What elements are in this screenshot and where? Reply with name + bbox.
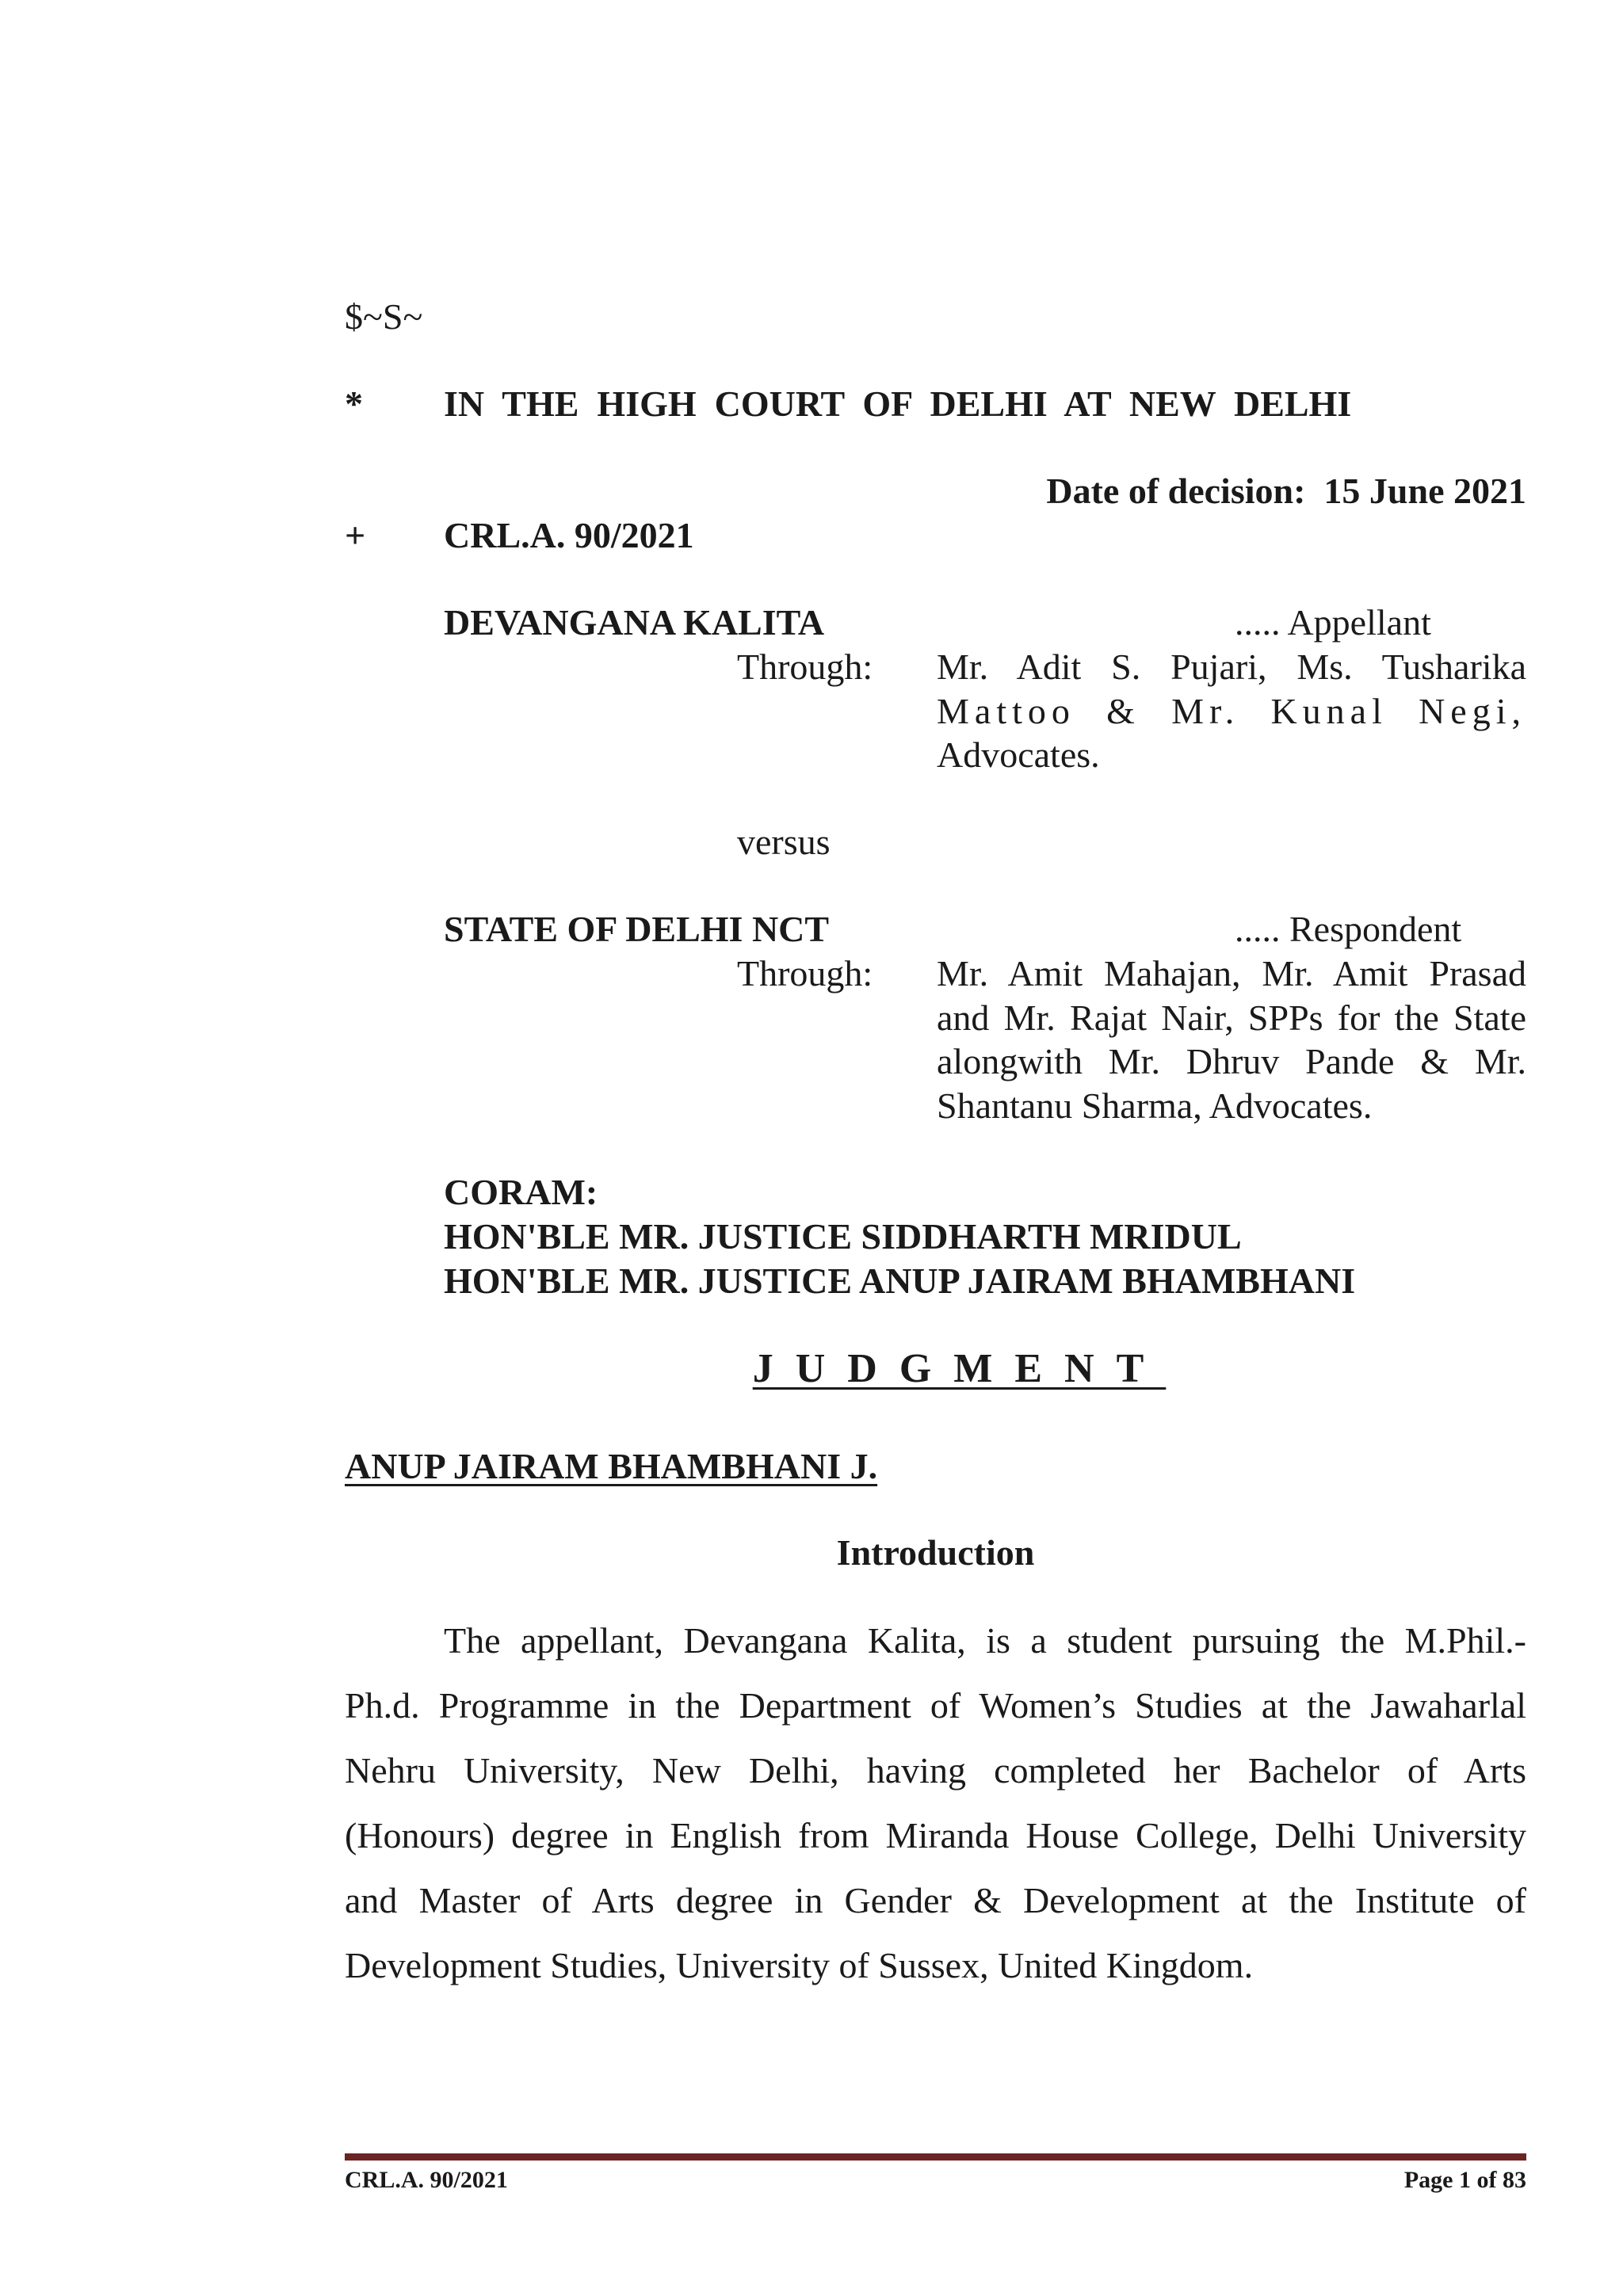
respondent-counsel-line: alongwith Mr. Dhruv Pande & Mr. [937, 1041, 1526, 1081]
paragraph-line: (Honours) degree in English from Miranda House College, Delhi University [345, 1815, 1526, 1855]
paragraph-line: The appellant, Devangana Kalita, is a student pursuing the M.Phil.- [444, 1620, 1526, 1661]
court-title: IN THE HIGH COURT OF DELHI AT NEW DELHI [444, 383, 1352, 424]
judgment-heading-wrap [345, 1344, 1526, 1404]
respondent-counsel-line: Mr. Amit Mahajan, Mr. Amit Prasad [937, 953, 1526, 994]
judgment-heading: JUDGMENT [752, 1346, 1167, 1391]
respondent-through-label: Through: [737, 953, 873, 994]
paragraph-line: Development Studies, University of Sussex, United Kingdom. [345, 1945, 1254, 1985]
judgment-author: ANUP JAIRAM BHAMBHANI J. [345, 1446, 878, 1486]
appellant-counsel-line: Advocates. [937, 734, 1100, 775]
paragraph-line: and Master of Arts degree in Gender & Development at the Institute of [345, 1880, 1526, 1920]
footer-rule [345, 2153, 1526, 2161]
section-title: Introduction [836, 1532, 1035, 1573]
respondent-counsel-line: and Mr. Rajat Nair, SPPs for the State [937, 997, 1526, 1038]
appellant-role: ..... Appellant [1235, 602, 1431, 643]
versus-label: versus [737, 822, 831, 862]
respondent-counsel [937, 952, 1526, 1127]
appellant-counsel-line: Mr. Adit S. Pujari, Ms. Tusharika [937, 646, 1526, 687]
paragraph-line: Nehru University, New Delhi, having completed her Bachelor of Arts [345, 1750, 1526, 1791]
respondent-name: STATE OF DELHI NCT [444, 909, 830, 949]
case-number: CRL.A. 90/2021 [444, 515, 694, 555]
coram-judge: HON'BLE MR. JUSTICE ANUP JAIRAM BHAMBHANI [444, 1261, 1356, 1301]
document-code: $~S~ [345, 296, 423, 337]
footer-page-number: Page 1 of 83 [1403, 2167, 1526, 2193]
coram-judge: HON'BLE MR. JUSTICE SIDDHARTH MRIDUL [444, 1216, 1242, 1257]
appellant-name: DEVANGANA KALITA [444, 602, 825, 643]
appellant-through-label: Through: [737, 646, 873, 687]
respondent-role: ..... Respondent [1235, 909, 1462, 949]
case-marker: + [345, 515, 366, 555]
paragraph-line: Ph.d. Programme in the Department of Women’s Studies at the Jawaharlal [345, 1685, 1526, 1726]
court-marker: * [345, 383, 363, 424]
footer-case-number: CRL.A. 90/2021 [345, 2167, 508, 2193]
appellant-counsel-line: Mattoo & Mr. Kunal Negi, [937, 690, 1526, 731]
appellant-counsel [937, 645, 1526, 777]
introduction-paragraph [345, 1608, 1526, 1998]
respondent-counsel-line: Shantanu Sharma, Advocates. [937, 1085, 1373, 1126]
coram-label: CORAM: [444, 1172, 598, 1212]
date-of-decision: Date of decision: 15 June 2021 [1046, 471, 1526, 511]
